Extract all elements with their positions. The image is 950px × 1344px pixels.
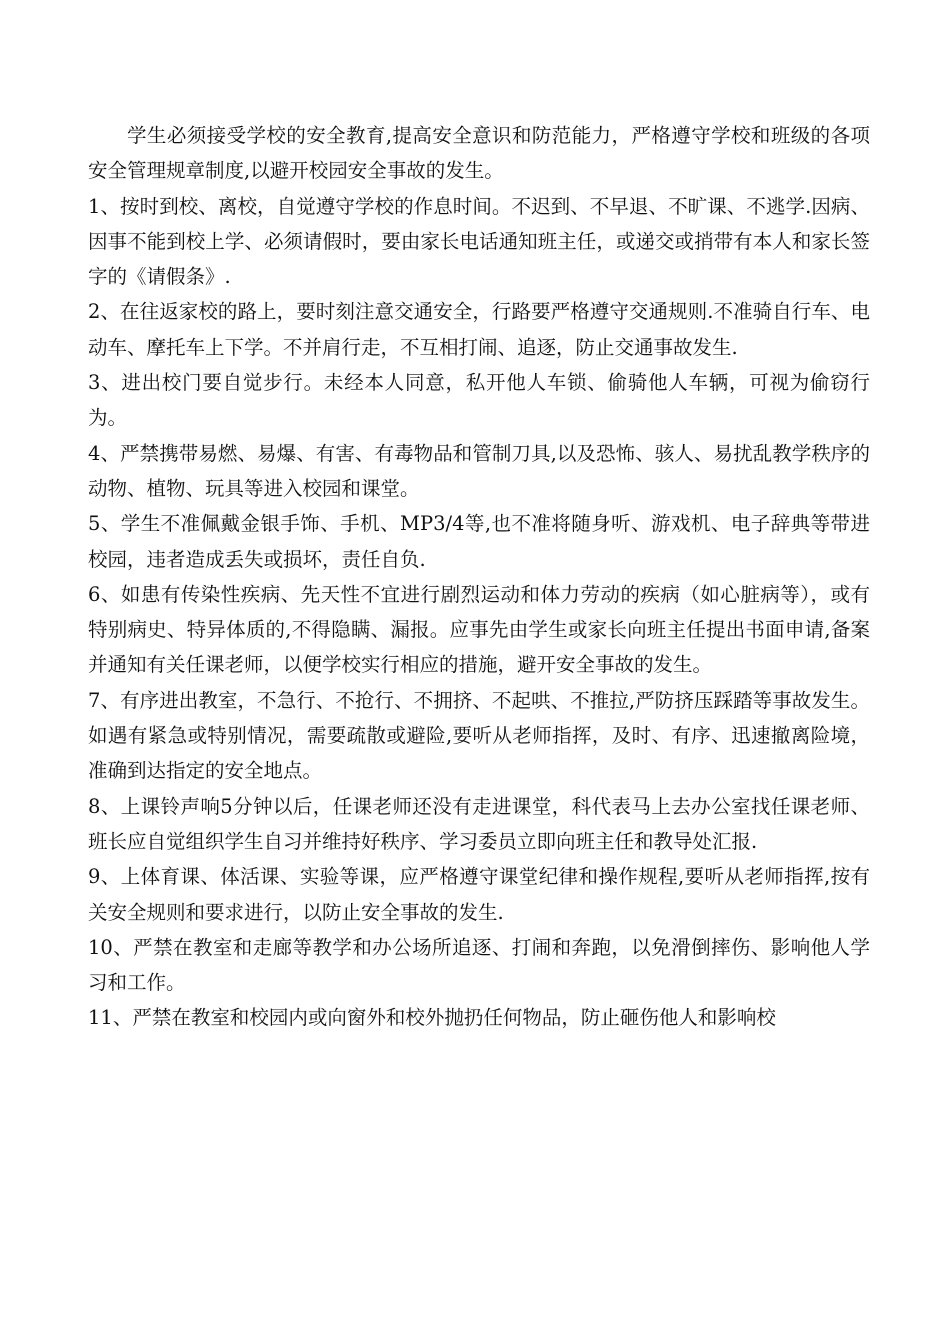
- document-body: [88, 118, 870, 1036]
- rule-item-9: 9、上体育课、体活课、实验等课，应严格遵守课堂纪律和操作规程,要听从老师指挥,按有关安全规则和要求进行，以防止安全事故的发生.: [88, 865, 870, 924]
- rule-item-2: 2、在往返家校的路上，要时刻注意交通安全，行路要严格遵守交通规则.不准骑自行车、电动车、摩托车上下学。不并肩行走，不互相打闹、追逐，防止交通事故发生.: [88, 300, 870, 359]
- rule-item-3: 3、进出校门要自觉步行。未经本人同意，私开他人车锁、偷骑他人车辆，可视为偷窃行为。: [88, 371, 870, 430]
- rule-item-5: 5、学生不准佩戴金银手饰、手机、MP3/4等,也不准将随身听、游戏机、电子辞典等带进校园，违者造成丢失或损坏，责任自负.: [88, 512, 870, 571]
- rule-item-6: 6、如患有传染性疾病、先天性不宜进行剧烈运动和体力劳动的疾病（如心脏病等），或有特别病史、特异体质的,不得隐瞒、漏报。应事先由学生或家长向班主任提出书面申请,备案并通知有关任课老师，以便学校实行相应的措施，避开安全事故的发生。: [88, 582, 870, 677]
- rule-item-7: 7、有序进出教室，不急行、不抢行、不拥挤、不起哄、不推拉,严防挤压踩踏等事故发生。如遇有紧急或特别情况，需要疏散或避险,要听从老师指挥，及时、有序、迅速撤离险境，准确到达指定的安全地点。: [88, 688, 870, 783]
- rule-item-10: 10、严禁在教室和走廊等教学和办公场所追逐、打闹和奔跑，以免滑倒摔伤、影响他人学习和工作。: [88, 935, 870, 995]
- rule-item-8: 8、上课铃声响5分钟以后，任课老师还没有走进课堂，科代表马上去办公室找任课老师、班长应自觉组织学生自习并维持好秩序、学习委员立即向班主任和教导处汇报.: [88, 794, 870, 853]
- rule-item-11: 11、严禁在教室和校园内或向窗外和校外抛扔任何物品，防止砸伤他人和影响校: [88, 1006, 776, 1030]
- rule-item-1: 1、按时到校、离校，自觉遵守学校的作息时间。不迟到、不早退、不旷课、不逃学.因病、因事不能到校上学、必须请假时，要由家长电话通知班主任，或递交或捎带有本人和家长签字的《请假条》.: [88, 194, 870, 289]
- intro-paragraph: 学生必须接受学校的安全教育,提高安全意识和防范能力，严格遵守学校和班级的各项安全管理规章制度,以避开校园安全事故的发生。: [88, 124, 870, 183]
- rule-item-4: 4、严禁携带易燃、易爆、有害、有毒物品和管制刀具,以及恐怖、骇人、易扰乱教学秩序的动物、植物、玩具等进入校园和课堂。: [88, 441, 870, 500]
